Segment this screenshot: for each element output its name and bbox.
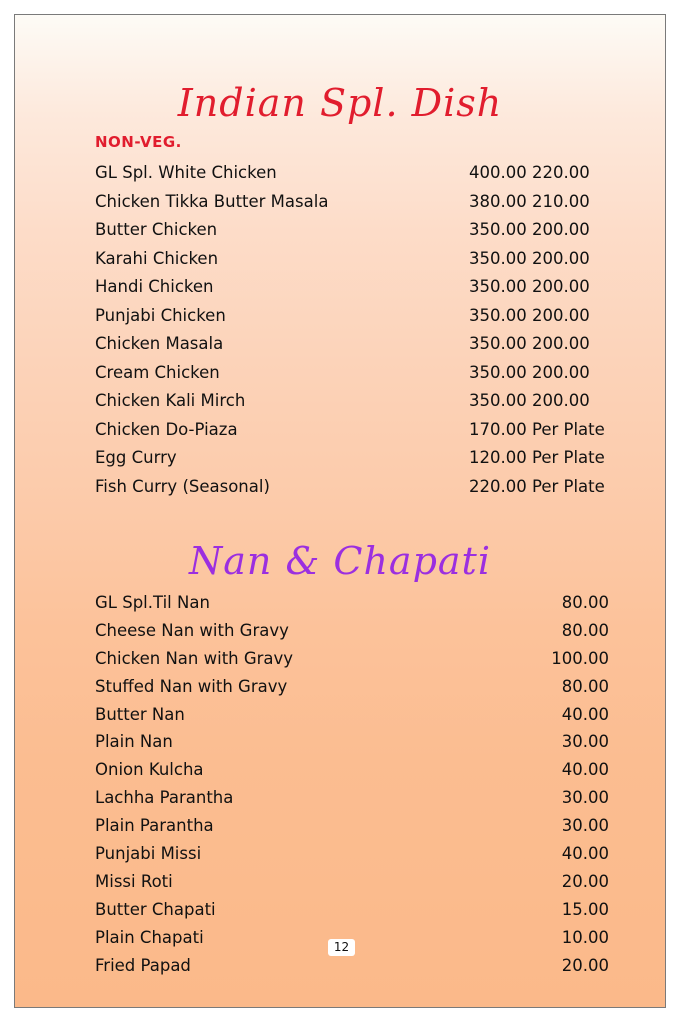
item-name: Missi Roti — [95, 871, 173, 891]
item-price: 100.00 — [551, 648, 609, 668]
item-price: 350.00 200.00 — [469, 248, 590, 268]
item-name: Punjabi Missi — [95, 844, 202, 864]
menu-item — [95, 359, 615, 388]
menu-item — [95, 159, 615, 188]
item-name: Fish Curry (Seasonal) — [95, 476, 270, 496]
menu-item — [95, 188, 615, 217]
item-name: Cheese Nan with Gravy — [95, 620, 289, 640]
item-name: GL Spl. White Chicken — [95, 163, 277, 182]
item-price: 350.00 200.00 — [469, 305, 590, 325]
item-price: 350.00 200.00 — [469, 391, 590, 410]
item-name: Butter Chicken — [95, 220, 218, 239]
item-name: Chicken Tikka Butter Masala — [95, 191, 329, 211]
indian-spl-dish-list — [95, 159, 615, 501]
menu-item — [95, 952, 615, 980]
item-price: 350.00 200.00 — [469, 334, 590, 353]
section-title-nan-chapati: Nan & Chapati — [189, 539, 491, 583]
item-name: Karahi Chicken — [95, 248, 219, 268]
menu-item — [95, 756, 615, 784]
menu-item — [95, 216, 615, 245]
menu-item — [95, 701, 615, 729]
menu-item — [95, 444, 615, 473]
menu-item — [95, 617, 615, 645]
item-price: 40.00 — [561, 760, 609, 780]
menu-item — [95, 589, 615, 617]
item-name: Cream Chicken — [95, 362, 220, 382]
item-price: 10.00 — [561, 927, 609, 947]
item-price: 350.00 200.00 — [469, 220, 590, 239]
subheading-non-veg: NON-VEG. — [95, 133, 182, 151]
menu-item — [95, 473, 615, 502]
item-price: 30.00 — [561, 788, 609, 808]
menu-item — [95, 840, 615, 868]
menu-item — [95, 416, 615, 445]
item-name: Stuffed Nan with Gravy — [95, 676, 288, 696]
menu-item — [95, 868, 615, 896]
section-title-indian-spl-dish: Indian Spl. Dish — [177, 81, 503, 125]
item-name: Onion Kulcha — [95, 760, 204, 780]
item-name: Plain Chapati — [95, 927, 204, 947]
item-name: Butter Chapati — [95, 899, 216, 919]
item-price: 380.00 210.00 — [469, 191, 590, 211]
item-price: 80.00 — [561, 593, 609, 612]
item-price: 15.00 — [561, 899, 609, 919]
menu-item — [95, 673, 615, 701]
item-price: 40.00 — [561, 704, 609, 724]
item-price: 40.00 — [561, 844, 609, 864]
menu-item — [95, 330, 615, 359]
page-number: 12 — [328, 939, 355, 956]
menu-page — [14, 14, 666, 1008]
item-price: 80.00 — [561, 620, 609, 640]
item-price: 120.00 Per Plate — [469, 448, 605, 467]
item-name: Lachha Parantha — [95, 788, 234, 808]
item-name: Chicken Masala — [95, 334, 224, 353]
menu-item — [95, 245, 615, 274]
item-name: Chicken Nan with Gravy — [95, 648, 294, 668]
nan-chapati-list — [95, 589, 615, 979]
item-price: 20.00 — [561, 955, 609, 975]
item-price: 30.00 — [561, 816, 609, 836]
item-name: Plain Parantha — [95, 816, 214, 836]
item-name: Egg Curry — [95, 448, 177, 467]
item-price: 30.00 — [561, 732, 609, 752]
menu-item — [95, 924, 615, 952]
menu-item — [95, 302, 615, 331]
item-price: 20.00 — [561, 871, 609, 891]
item-price: 80.00 — [561, 676, 609, 696]
menu-item — [95, 273, 615, 302]
menu-item — [95, 896, 615, 924]
item-name: Plain Nan — [95, 732, 173, 752]
item-price: 350.00 200.00 — [469, 277, 590, 296]
item-price: 170.00 Per Plate — [469, 419, 605, 439]
item-name: Chicken Do-Piaza — [95, 419, 238, 439]
menu-item — [95, 812, 615, 840]
item-name: Chicken Kali Mirch — [95, 391, 246, 410]
menu-item — [95, 387, 615, 416]
item-price: 220.00 Per Plate — [469, 476, 605, 496]
item-price: 350.00 200.00 — [469, 362, 590, 382]
item-price: 400.00 220.00 — [469, 163, 590, 182]
item-name: Handi Chicken — [95, 277, 214, 296]
item-name: Butter Nan — [95, 704, 185, 724]
item-name: Punjabi Chicken — [95, 305, 226, 325]
menu-item — [95, 728, 615, 756]
item-name: GL Spl.Til Nan — [95, 593, 210, 612]
menu-item — [95, 784, 615, 812]
item-name: Fried Papad — [95, 955, 191, 975]
menu-item — [95, 645, 615, 673]
